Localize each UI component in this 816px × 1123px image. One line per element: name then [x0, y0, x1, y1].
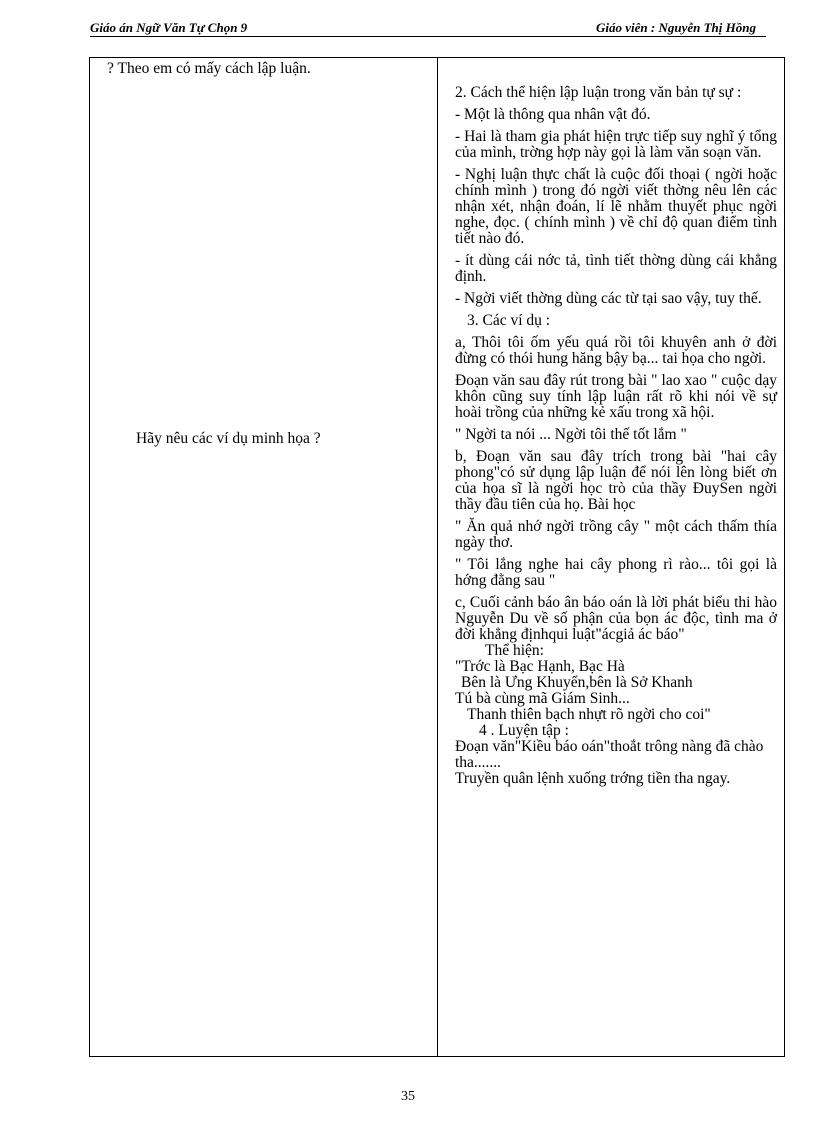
page-header [90, 20, 766, 37]
paragraph: b, Đoạn văn sau đây trích trong bài "hai cây phong"có sử dụng lập luận để nói lên lòng biết ơn của họa sĩ là ngời học trò của thầy ĐuySen ngời thầy đầu tiên của họ. Bài học [455, 448, 777, 513]
paragraph: - Một là thông qua nhân vật đó. [455, 106, 651, 123]
question-argument-methods: ? Theo em có mấy cách lập luận. [107, 60, 311, 77]
paragraph: Truyền quân lệnh xuống trớng tiền tha ngay. [455, 770, 731, 787]
poem-intro: Thể hiện: [485, 642, 544, 659]
poem-line: Thanh thiên bạch nhựt rõ ngời cho coi" [467, 706, 711, 723]
section-2-heading: 2. Cách thể hiện lập luận trong văn bản tự sự : [455, 84, 742, 101]
page-number: 35 [401, 1089, 415, 1104]
paragraph: c, Cuối cảnh báo ân báo oán là lời phát biểu thi hào Nguyễn Du về số phận của bọn ác độc, tình ma ở đời khẳng địnhqui luật"ácgiả ác báo" [455, 594, 777, 643]
paragraph: - Nghị luận thực chất là cuộc đối thoại ( ngời hoặc chính mình ) trong đó ngời viết thờng nêu lên các nhận xét, nhận đoán, lí lẽ nhằm thuyết phục ngời nghe, đọc. ( chính mình ) về chỉ độ quan điểm tình tiết nào đó. [455, 166, 777, 247]
column-divider [437, 58, 438, 1056]
paragraph: Đoạn văn sau đây rút trong bài " lao xao " cuộc dạy khôn cũng suy tính lập luận rất rõ khi nói về sự hoài trồng của những kẻ xấu trong xã hội. [455, 372, 777, 421]
content-column [455, 85, 777, 787]
poem-line: Tú bà cùng mã Giám Sinh... [455, 690, 630, 707]
poem-line: "Trớc là Bạc Hạnh, Bạc Hà [455, 658, 625, 675]
section-3-heading: 3. Các ví dụ : [467, 312, 551, 329]
paragraph: " Ngời ta nói ... Ngời tôi thế tốt lắm " [455, 426, 687, 443]
header-lesson-title: Giáo án Ngữ Văn Tự Chọn 9 [90, 20, 248, 35]
poem-line: Bên là Ưng Khuyển,bên là Sở Khanh [461, 674, 693, 691]
paragraph: Đoạn văn"Kiều báo oán"thoắt trông nàng đã chào tha....... [455, 738, 764, 771]
paragraph: " Tôi lắng nghe hai cây phong rì rào... tôi gọi là hớng đằng sau " [455, 556, 777, 589]
lesson-table [89, 57, 785, 1057]
paragraph: - Hai là tham gia phát hiện trực tiếp suy nghĩ ý tổng của mình, trờng hợp này gọi là làm văn soạn văn. [455, 128, 777, 161]
paragraph: " Ăn quả nhớ ngời trồng cây " một cách thấm thía ngày thơ. [455, 518, 777, 551]
header-teacher-name: Giáo viên : Nguyễn Thị Hồng [596, 20, 756, 35]
paragraph: - ít dùng cái nớc tả, tình tiết thờng dùng cái khẳng định. [455, 252, 777, 285]
question-examples: Hãy nêu các ví dụ minh họa ? [136, 430, 321, 447]
paragraph: - Ngời viết thờng dùng các từ tại sao vậy, tuy thế. [455, 290, 762, 307]
paragraph: a, Thôi tôi ốm yếu quá rồi tôi khuyên anh ở đời đừng có thói hung hăng bậy bạ... tai họa cho ngời. [455, 334, 777, 367]
question-column [90, 58, 437, 1056]
section-4-heading: 4 . Luyện tập : [479, 722, 569, 739]
